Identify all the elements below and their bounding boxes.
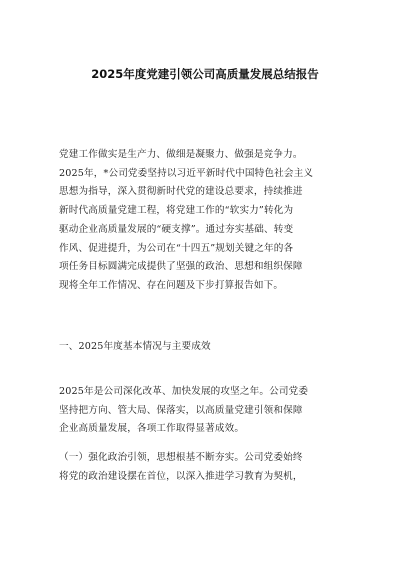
intro-paragraph	[59, 146, 359, 296]
document-title: 2025年度党建引领公司高质量发展总结报告	[91, 67, 319, 81]
text-line: （一）强化政治引领，思想根基不断夯实。公司党委始终	[59, 452, 303, 463]
section-heading: 一、2025年度基本情况与主要成效	[59, 341, 211, 352]
text-line: 新时代高质量党建工程，将党建工作的“软实力”转化为	[59, 205, 294, 217]
text-line: 项任务目标圆满完成提供了坚强的政治、思想和组织保障	[59, 261, 303, 273]
text-line: 现将全年工作情况、存在问题及下步打算报告如下。	[59, 279, 284, 291]
text-line: 坚持把方向、管大局、保落实，以高质量党建引领和保障	[59, 404, 303, 416]
text-line: 党建工作做实是生产力、做细是凝聚力、做强是竞争力。	[59, 149, 303, 160]
text-line: 企业高质量发展，各项工作取得显著成效。	[59, 423, 245, 435]
subsection-paragraph	[59, 449, 359, 486]
text-line: 将党的政治建设摆在首位，以深入推进学习教育为契机，	[59, 470, 303, 482]
text-line: 2025年是公司深化改革、加快发展的攻坚之年。公司党委	[59, 386, 309, 397]
text-line: 思想为指导，深入贯彻新时代党的建设总要求，持续推进	[59, 186, 303, 198]
text-line: 2025年，*公司党委坚持以习近平新时代中国特色社会主义	[59, 167, 314, 179]
section-paragraph	[59, 383, 359, 439]
text-line: 作风、促进提升，为公司在“十四五”规划关键之年的各	[59, 242, 294, 254]
text-line: 驱动企业高质量发展的“硬支撑”。通过夯实基础、转变	[59, 223, 294, 235]
